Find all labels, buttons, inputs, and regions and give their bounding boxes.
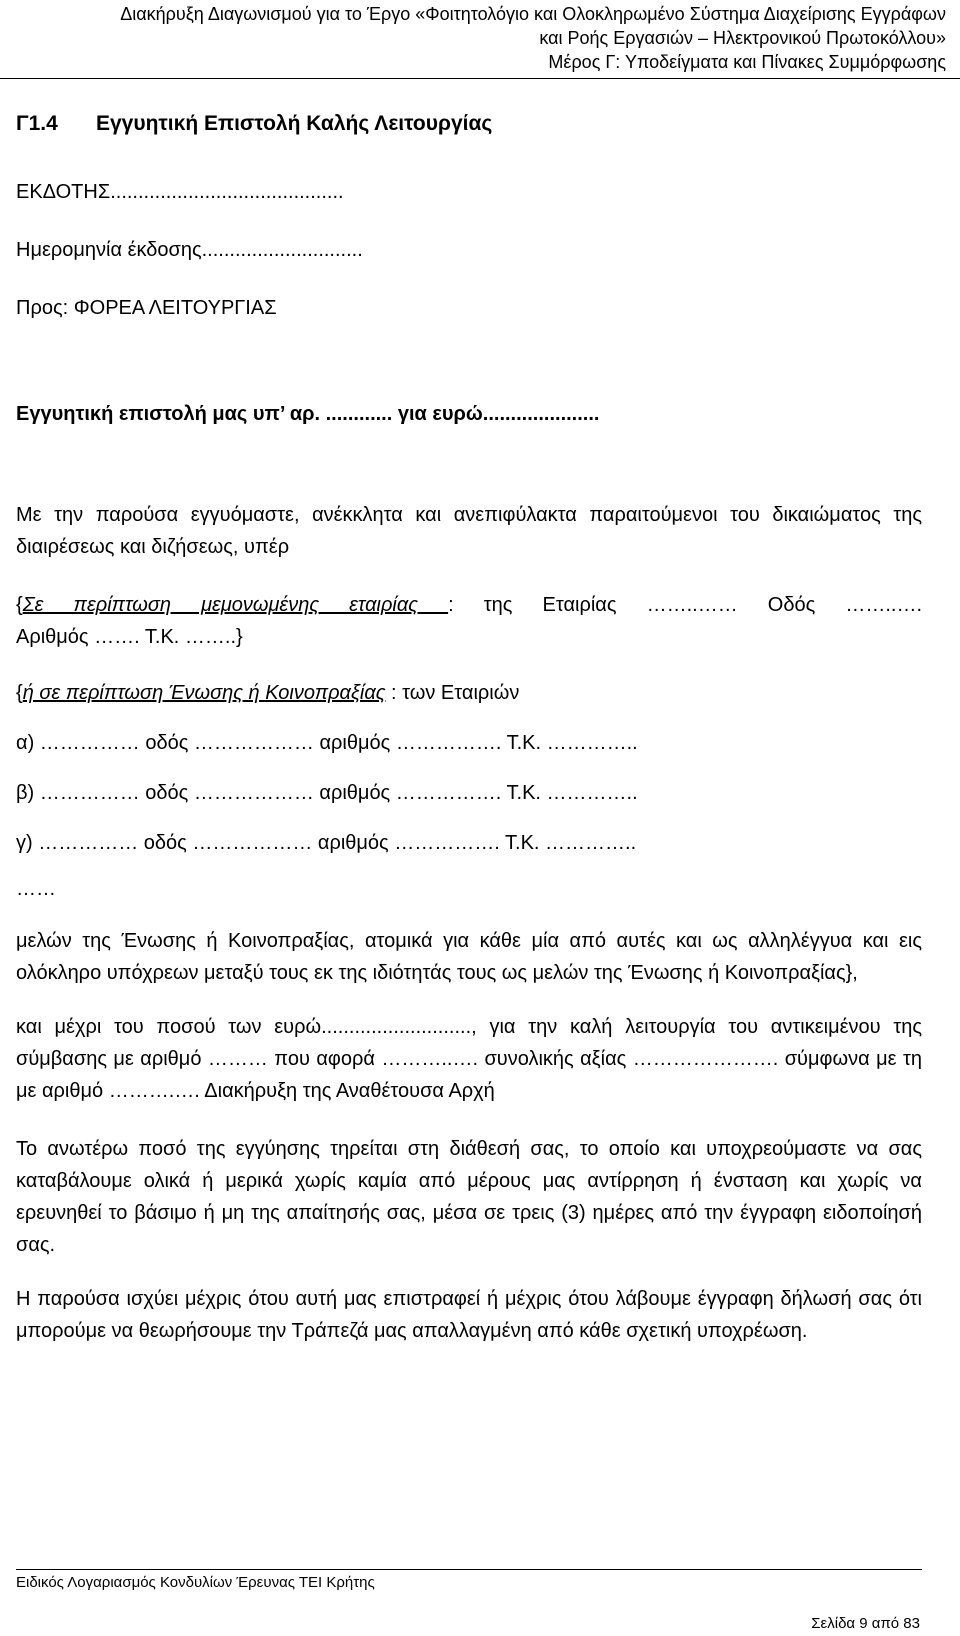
page-number: Σελίδα 9 από 83 — [811, 1615, 920, 1632]
single-company-label: Σε περίπτωση μεμονωμένης εταιρίας — [22, 594, 449, 616]
validity-paragraph: Η παρούσα ισχύει μέχρις ότου αυτή μας επιστραφεί ή μέχρις ότου λάβουμε έγγραφη δήλωσή σας ότι μπορούμε να θεωρήσουμε την Τράπεζά μας απαλλαγμένη από κάθε σχετική υποχρέωση. — [16, 1288, 922, 1342]
guarantee-reference: Εγγυητική επιστολή μας υπ’ αρ. ............ για ευρώ..................... — [16, 403, 600, 425]
single-company-line-1 — [16, 589, 922, 621]
consortium-text: : των Εταιριών — [385, 682, 520, 704]
section-title: Εγγυητική Επιστολή Καλής Λειτουργίας — [96, 112, 493, 135]
member-c: γ) …………… οδός ……………… αριθμός ……………. Τ.Κ. ………….. — [16, 832, 637, 854]
header-line-3: Μέρος Γ: Υποδείγματα και Πίνακες Συμμόρφωσης — [548, 52, 946, 72]
consortium-label: ή σε περίπτωση Ένωσης ή Κοινοπραξίας — [22, 682, 386, 704]
header-divider — [0, 78, 960, 79]
brace-open: { — [16, 594, 23, 616]
members-clause: μελών της Ένωσης ή Κοινοπραξίας, ατομικά για κάθε μία από αυτές και ως αλληλέγγυα και εις ολόκληρο υπόχρεων μεταξύ τους εκ της ιδιότητάς τους ως μελών της Ένωσης ή Κοινοπραξίας}, — [16, 930, 922, 984]
issuer-line: ΕΚΔΟΤΗΣ.......................................... — [16, 181, 344, 203]
footer-divider — [16, 1569, 922, 1570]
page-header — [6, 2, 946, 74]
member-b: β) …………… οδός ……………… αριθμός ……………. Τ.Κ. ………….. — [16, 782, 638, 804]
recipient-line: Προς: ΦΟΡΕΑ ΛΕΙΤΟΥΡΓΙΑΣ — [16, 297, 277, 319]
document-body — [16, 110, 922, 1347]
consortium-clause — [16, 679, 922, 707]
brace-open-consortium: { — [16, 682, 23, 704]
single-company-text-2: Αριθμός ……. Τ.Κ. ……..} — [16, 626, 243, 648]
section-number: Γ1.4 — [16, 112, 58, 135]
footer-organization: Ειδικός Λογαριασμός Κονδυλίων Έρευνας ΤΕΙ Κρήτης — [16, 1574, 375, 1591]
single-company-clause — [16, 589, 922, 653]
header-line-1: Διακήρυξη Διαγωνισμού για το Έργο «Φοιτητολόγιο και Ολοκληρωμένο Σύστημα Διαχείρισης Εγγράφων — [120, 4, 946, 24]
header-line-2: και Ροής Εργασιών – Ηλεκτρονικού Πρωτοκόλλου» — [539, 28, 946, 48]
issue-date-line: Ημερομηνία έκδοσης............................. — [16, 239, 363, 261]
intro-paragraph: Με την παρούσα εγγυόμαστε, ανέκκλητα και ανεπιφύλακτα παραιτούμενοι του δικαιώματος της διαιρέσεως και διζήσεως, υπέρ — [16, 504, 922, 558]
payment-paragraph: Το ανωτέρω ποσό της εγγύησης τηρείται στη διάθεσή σας, το οποίο και υποχρεούμαστε να σας καταβάλουμε ολικά ή μερικά χωρίς καμία από μέρους μας αντίρρηση ή ένσταση και χωρίς να ερευνηθεί το βάσιμο ή μη της απαίτησής σας, μέσα σε τρεις (3) ημέρες από την έγγραφη ειδοποίησή σας. — [16, 1138, 922, 1256]
amount-clause: και μέχρι του ποσού των ευρώ..........................., για την καλή λειτουργία του αντικειμένου της σύμβασης με αριθμό ……… που αφορά ………..…. συνολικής αξίας …………………. σύμφωνα με τη με αριθμό ……….…. Διακήρυξη της Αναθέτουσα Αρχή — [16, 1016, 922, 1102]
member-a: α) …………… οδός ……………… αριθμός ……………. Τ.Κ. ………….. — [16, 732, 638, 754]
members-ellipsis: …… — [16, 878, 56, 900]
single-company-text-1: : της Εταιρίας ……..…… Οδός ……..…. — [448, 594, 922, 616]
section-heading — [16, 110, 922, 138]
